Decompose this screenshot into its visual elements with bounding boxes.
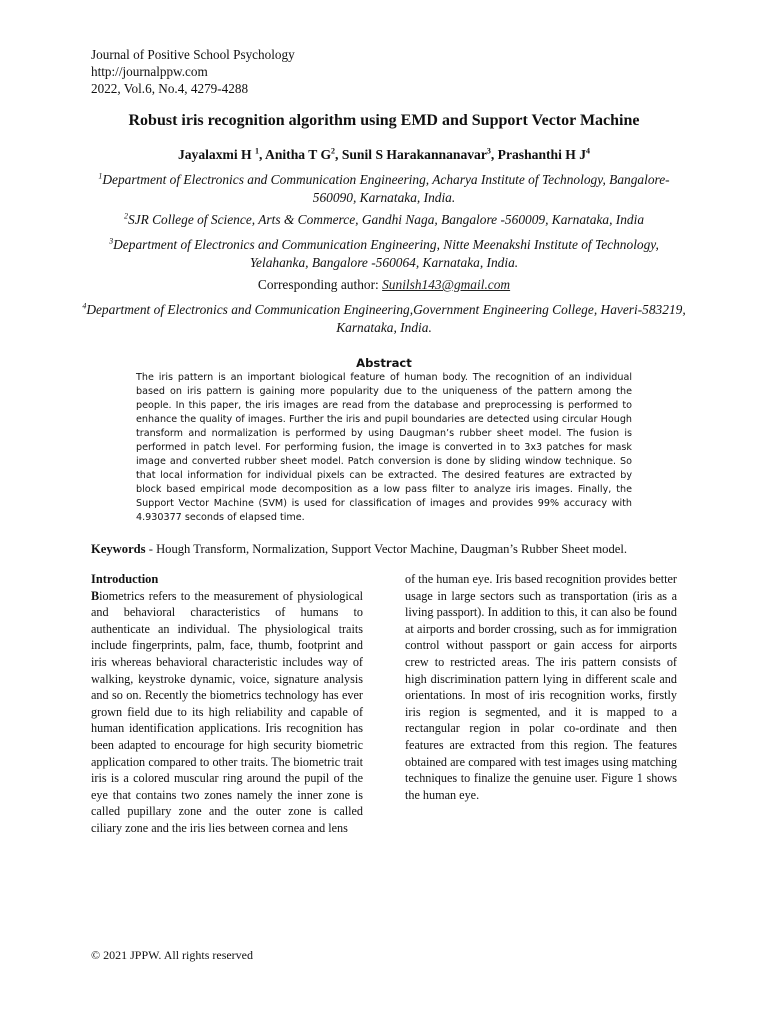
journal-volume: 2022, Vol.6, No.4, 4279-4288 [91, 81, 249, 96]
author-list [0, 147, 768, 163]
corresponding-email-link[interactable]: Sunilsh143@gmail.com [382, 277, 511, 292]
author-name: , Prashanthi H J [490, 147, 587, 162]
introduction-heading: Introduction [91, 572, 159, 586]
author-sup: 4 [586, 146, 591, 156]
author-sup: 1 [254, 146, 259, 156]
author-name: Jayalaxmi H [177, 147, 255, 162]
author-name: , Sunil S Harakannanavar [335, 147, 487, 162]
affiliation-sup: 1 [98, 171, 103, 181]
keywords-line [91, 542, 691, 557]
affiliation-sup: 2 [123, 211, 128, 221]
introduction-right-text: of the human eye. Iris based recognition provides better usage in large sectors such as transportation (iris as a living passport). In addition to this, it can also be found at airports and border crossing, such as for immigration control without passport or gain access for airports crew to restricted areas. The iris pattern consists of high discrimination pattern lying in different scale and orientations. In most of iris recognition works, firstly iris region is segmented, and it is mapped to a rectangular region in polar co-ordinate and then features are extracted from this region. The features obtained are compared with test images using matching techniques to finalize the genuine user. Figure 1 shows the human eye. [405, 572, 677, 802]
column-right [405, 571, 677, 803]
abstract-heading: Abstract [356, 356, 412, 370]
affiliation-text: Department of Electronics and Communication Engineering,Government Engineering College, Haveri-583219, Karnataka, India. [86, 302, 686, 335]
journal-url[interactable]: http://journalppw.com [91, 64, 208, 79]
journal-name: Journal of Positive School Psychology [91, 47, 295, 62]
author-name: , Anitha T G [258, 147, 332, 162]
affiliation-text: Department of Electronics and Communication Engineering, Nitte Meenakshi Institute of Technology, Yelahanka, Bangalore -560064, Karnataka, India. [113, 237, 659, 270]
journal-header [91, 46, 295, 97]
affiliation-3 [80, 236, 688, 272]
introduction-left-text: iometrics refers to the measurement of physiological and behavioral characteristics of humans to authenticate an individual. The physiological traits include fingerprints, palm, face, thumb, footprint and iris whereas behavioral characteristic includes way of walking, keystroke dynamic, voice, signature analysis and so on. Recently the biometrics technology has ever grown field due to its high reliability and capable of human identification applications. Iris recognition has been adapted to encourage for high security biometric application compared to other traits. The biometric trait iris is a colored muscular ring around the pupil of the eye that contains two zones namely the inner zone is called pupillary zone and the outer zone is called ciliary zone and the iris lies between cornea and lens [91, 588, 363, 835]
affiliation-sup: 4 [82, 301, 87, 311]
affiliation-sup: 3 [109, 236, 114, 246]
affiliation-text: Department of Electronics and Communication Engineering, Acharya Institute of Technology, Bangalore-560090, Karnataka, India. [102, 172, 670, 205]
corresponding-label: Corresponding author: [257, 277, 383, 292]
affiliation-1 [80, 171, 688, 207]
affiliation-text: SJR College of Science, Arts & Commerce, Gandhi Naga, Bangalore -560009, Karnataka, India [127, 212, 645, 227]
author-sup: 3 [486, 146, 491, 156]
paper-title: Robust iris recognition algorithm using EMD and Support Vector Machine [128, 112, 640, 129]
abstract-body: The iris pattern is an important biological feature of human body. The recognition of an individual based on iris pattern is gaining more popularity due to the uniqueness of the pattern among the people. In this paper, the iris images are read from the database and preprocessing is performed to enhance the quality of images. Further the iris and pupil boundaries are detected using circular Hough transform and normalization is performed by using Daugman’s rubber sheet model. The fusion is performed in patch level. For performing fusion, the image is converted in to 3x3 patches for mask image and converted rubber sheet model. Patch conversion is done by sliding window technique. So that local information for individual pixels can be extracted. The desired features are extracted by block based empirical mode decomposition as a low pass filter to analyze iris images. Finally, the Support Vector Machine (SVM) is used for classification of images and provides 99% accuracy with 4.930377 seconds of elapsed time. [136, 372, 632, 523]
author-sup: 2 [331, 146, 336, 156]
keywords-label: Keywords [91, 542, 146, 556]
affiliation-4 [80, 301, 688, 337]
keywords-text: - Hough Transform, Normalization, Support Vector Machine, Daugman’s Rubber Sheet model. [145, 542, 627, 556]
affiliation-2 [80, 211, 688, 229]
copyright-footer: © 2021 JPPW. All rights reserved [91, 948, 254, 962]
drop-letter: B [91, 588, 100, 603]
column-left [91, 571, 363, 837]
corresponding-author [0, 277, 768, 293]
